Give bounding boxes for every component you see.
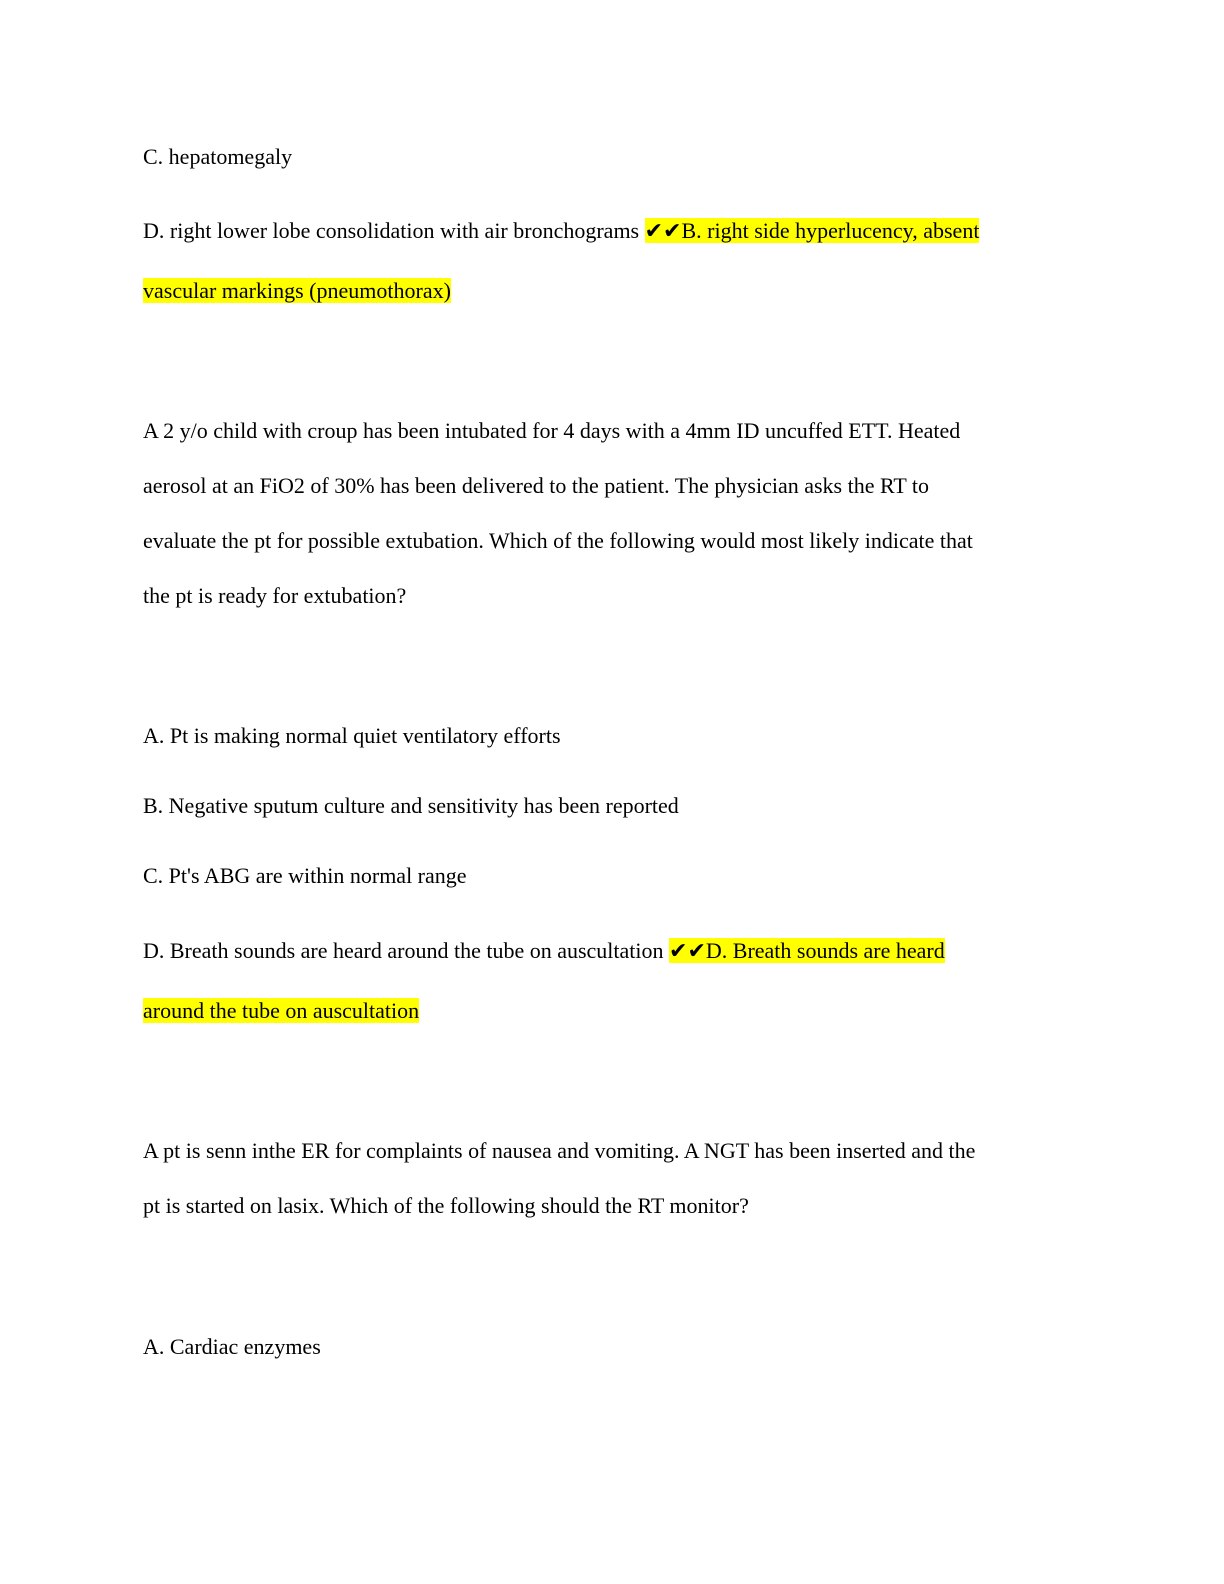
prev-option-d: D. right lower lobe consolidation with air bronchograms: [143, 218, 645, 243]
extubation-answer-highlight-1: ✔✔D. Breath sounds are heard: [669, 938, 945, 963]
extubation-stem-line-1: A 2 y/o child with croup has been intubated for 4 days with a 4mm ID uncuffed ETT. Heated: [143, 418, 961, 443]
prev-answer-highlight-2: vascular markings (pneumothorax): [143, 278, 451, 303]
extubation-stem-line-4: the pt is ready for extubation?: [143, 583, 407, 608]
lasix-option-a: A. Cardiac enzymes: [143, 1334, 321, 1359]
lasix-stem-line-2: pt is started on lasix. Which of the following should the RT monitor?: [143, 1193, 749, 1218]
lasix-stem-line-1: A pt is senn inthe ER for complaints of nausea and vomiting. A NGT has been inserted and the: [143, 1138, 976, 1163]
extubation-answer-highlight-2: around the tube on auscultation: [143, 998, 420, 1023]
extubation-option-a: A. Pt is making normal quiet ventilatory efforts: [143, 723, 561, 748]
prev-answer-row-2: [143, 276, 451, 306]
extubation-option-d-row: [143, 936, 945, 966]
prev-option-c: C. hepatomegaly: [143, 144, 293, 169]
extubation-option-d: D. Breath sounds are heard around the tube on auscultation: [143, 938, 670, 963]
extubation-stem-line-3: evaluate the pt for possible extubation. Which of the following would most likely indicate that: [143, 528, 973, 553]
extubation-answer-row-2: [143, 996, 419, 1026]
extubation-option-c: C. Pt's ABG are within normal range: [143, 863, 467, 888]
prev-answer-highlight-1: ✔✔B. right side hyperlucency, absent: [644, 218, 980, 243]
extubation-option-b: B. Negative sputum culture and sensitivity has been reported: [143, 793, 679, 818]
extubation-stem-line-2: aerosol at an FiO2 of 30% has been delivered to the patient. The physician asks the RT to: [143, 473, 930, 498]
prev-option-d-row: [143, 216, 979, 246]
